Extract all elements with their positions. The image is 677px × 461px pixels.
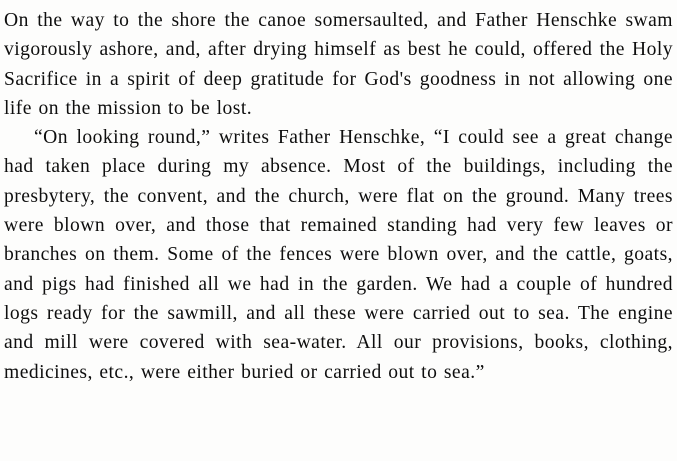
paragraph-1: On the way to the shore the canoe somersaulted, and Father Henschke swam vigorously ashore, and, after drying himself as best he could, offered the Holy Sacrifice in a spirit of deep gratitude for God's goodness in not allowing one life on the mission to be lost. xyxy=(4,10,673,119)
paragraph-2: “On looking round,” writes Father Henschke, “I could see a great change had taken place during my absence. Most of the buildings, including the presbytery, the convent, and the church, were flat on the ground. Many trees were blown over, and those that remained standing had very few leaves or branches on them. Some of the fences were blown over, and the cattle, goats, and pigs had finished all we had in the garden. We had a couple of hundred logs ready for the sawmill, and all these were carried out to sea. The engine and mill were covered with sea-water. All our provisions, books, clothing, medicines, etc., were either buried or carried out to sea.” xyxy=(4,127,673,383)
